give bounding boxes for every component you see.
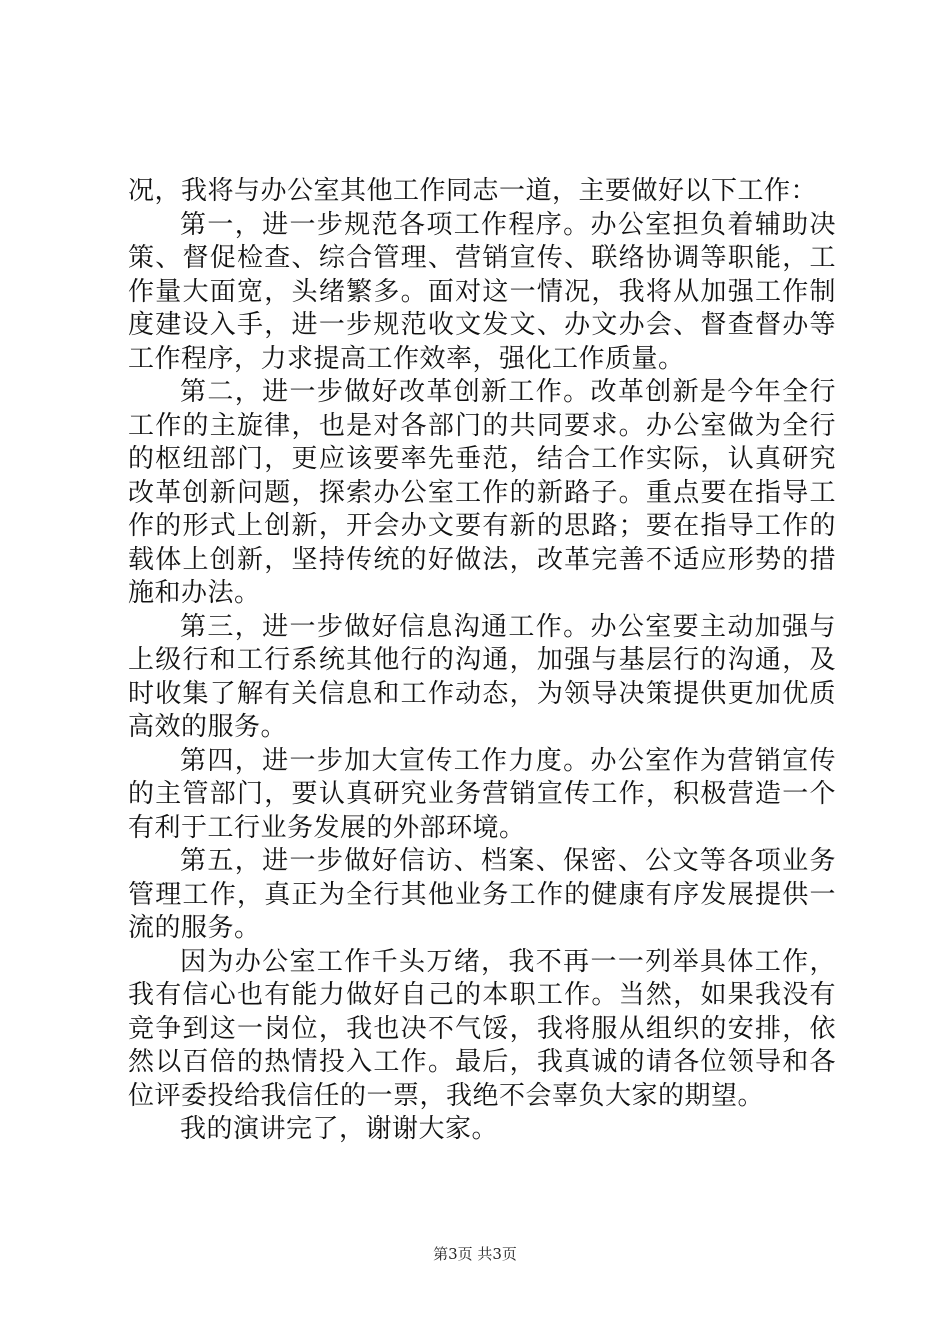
- paragraph-fourth-item: 第四，进一步加大宣传工作力度。办公室作为营销宣传的主管部门，要认真研究业务营销宣传工作，积极营造一个有利于工行业务发展的外部环境。: [128, 745, 836, 843]
- paragraph-third-item: 第三，进一步做好信息沟通工作。办公室要主动加强与上级行和工行系统其他行的沟通，加强与基层行的沟通，及时收集了解有关信息和工作动态，为领导决策提供更加优质高效的服务。: [128, 611, 836, 742]
- paragraph-continuation: 况，我将与办公室其他工作同志一道，主要做好以下工作：: [128, 176, 818, 206]
- document-body: [128, 175, 836, 1147]
- paragraph-first-item: 第一，进一步规范各项工作程序。办公室担负着辅助决策、督促检查、综合管理、营销宣传、联络协调等职能，工作量大面宽，头绪繁多。面对这一情况，我将从加强工作制度建设入手，进一步规范收文发文、办文办会、督查督办等工作程序，力求提高工作效率，强化工作质量。: [128, 209, 836, 374]
- paragraph-second-item: 第二，进一步做好改革创新工作。改革创新是今年全行工作的主旋律，也是对各部门的共同要求。办公室做为全行的枢纽部门，更应该要率先垂范，结合工作实际，认真研究改革创新问题，探索办公室工作的新路子。重点要在指导工作的形式上创新，开会办文要有新的思路；要在指导工作的载体上创新，坚持传统的好做法，改革完善不适应形势的措施和办法。: [128, 377, 836, 608]
- paragraph-closing: 我的演讲完了，谢谢大家。: [180, 1114, 499, 1144]
- paragraph-conclusion: 因为办公室工作千头万绪，我不再一一列举具体工作，我有信心也有能力做好自己的本职工作。当然，如果我没有竞争到这一岗位，我也决不气馁，我将服从组织的安排，依然以百倍的热情投入工作。最后，我真诚的请各位领导和各位评委投给我信任的一票，我绝不会辜负大家的期望。: [128, 946, 836, 1111]
- paragraph-fifth-item: 第五，进一步做好信访、档案、保密、公文等各项业务管理工作，真正为全行其他业务工作的健康有序发展提供一流的服务。: [128, 846, 836, 943]
- page-footer: 第3页 共3页: [433, 1245, 517, 1263]
